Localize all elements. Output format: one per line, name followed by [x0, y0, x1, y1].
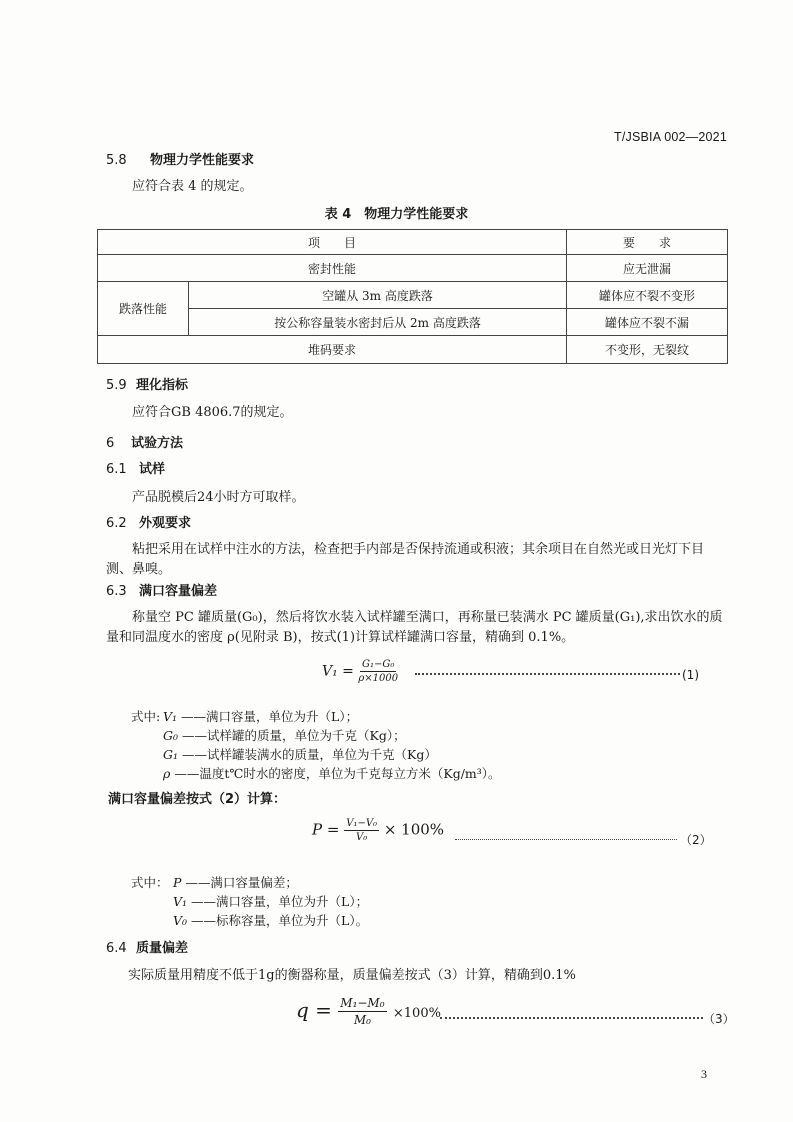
section-number: 5.9: [106, 378, 127, 393]
requirement-cell: 罐体应不裂不变形: [567, 282, 728, 309]
equation-1: [322, 659, 398, 684]
equation-leader-dots: [455, 839, 677, 840]
legend-line: [173, 911, 368, 929]
section-title: 物理力学性能要求: [150, 153, 255, 168]
section-number: 6.2: [106, 516, 127, 531]
section-6-4-heading: [106, 937, 188, 956]
legend-prefix: 式中:: [131, 709, 161, 724]
sub-item-cell: 按公称容量装水密封后从 2m 高度跌落: [189, 309, 567, 336]
legend-line: [131, 873, 298, 891]
legend-text: ——满口容量，单位为升（L）；: [191, 894, 369, 909]
requirement-cell: 罐体应不裂不漏: [567, 309, 728, 336]
legend-line: [163, 726, 406, 744]
legend-text: ——标称容量，单位为升（L）。: [191, 913, 369, 928]
equation-number: (1): [682, 668, 699, 682]
fraction-denominator: M₀: [353, 1013, 371, 1027]
legend-symbol: G₀: [163, 728, 178, 743]
legend-text: ——试样罐装满水的质量，单位为千克（Kg）: [181, 747, 437, 762]
sub-item-cell: 空罐从 3m 高度跌落: [189, 282, 567, 309]
section-number: 6: [106, 436, 115, 451]
requirement-cell: 不变形，无裂纹: [567, 336, 728, 364]
equation-leader-dots: [440, 1017, 703, 1019]
equation-rhs: ×100%: [392, 1006, 441, 1021]
header-item: 项 目: [98, 230, 567, 255]
legend-symbol: V₀: [173, 913, 188, 928]
group-cell: 跌落性能: [98, 282, 189, 336]
equation-number: （3）: [703, 1012, 735, 1026]
fraction-numerator: V₁−V₀: [346, 818, 378, 829]
section-number: 6.1: [106, 462, 127, 477]
equation-number: （2）: [680, 833, 712, 847]
section-title: 试样: [139, 462, 166, 477]
table-4: [97, 229, 728, 364]
legend-line: [131, 707, 358, 725]
legend-symbol: V₁: [173, 894, 188, 909]
table-header-row: [98, 230, 728, 255]
equation-fraction: [344, 818, 379, 843]
legend-text: ——满口容量，单位为升（L）；: [181, 709, 359, 724]
equation-rhs: × 100%: [383, 820, 445, 839]
table-row: [98, 255, 728, 282]
section-6-2-heading: [106, 512, 191, 531]
document-code: T/JSBIA 002—2021: [614, 130, 727, 144]
section-5-8-heading: [106, 149, 254, 168]
legend-line: [163, 745, 437, 763]
legend-symbol: P: [173, 875, 182, 890]
fraction-numerator: M₁−M₀: [340, 996, 385, 1010]
legend-symbol: G₁: [163, 747, 178, 762]
legend-text: ——试样罐的质量，单位为千克（Kg）；: [181, 728, 406, 743]
requirement-cell: 应无泄漏: [567, 255, 728, 282]
section-6-1-heading: [106, 458, 165, 477]
table-row: [98, 336, 728, 364]
fraction-numerator: G₁−G₀: [362, 659, 395, 670]
equation-fraction: [338, 996, 386, 1027]
section-5-9-heading: [106, 374, 188, 393]
section-title: 满口容量偏差: [139, 584, 218, 599]
section-5-8-paragraph: 应符合表 4 的规定。: [132, 179, 253, 194]
legend-symbol: V₁: [163, 709, 178, 724]
section-number: 5.8: [106, 153, 127, 168]
equation-lhs: q =: [296, 998, 332, 1022]
section-6-4-paragraph: 实际质量用精度不低于1g的衡器称量，质量偏差按式（3）计算，精确到0.1%: [128, 968, 576, 983]
header-requirement: 要 求: [567, 230, 728, 255]
fraction-denominator: V₀: [356, 832, 368, 843]
section-title: 质量偏差: [136, 941, 189, 956]
section-5-9-paragraph: 应符合GB 4806.7的规定。: [132, 405, 293, 420]
section-6-3-paragraph: 称量空 PC 罐质量(G₀)，然后将饮水装入试样罐至满口，再称量已装满水 PC 罐质量(G₁),求出饮水的质量和同温度水的密度 ρ(见附录 B)，按式(1)计算试样罐满口容量，精确到 0.1%。: [106, 610, 723, 645]
item-cell: 堆码要求: [98, 336, 567, 364]
section-title: 试验方法: [131, 436, 184, 451]
page-number: 3: [701, 1067, 707, 1081]
section-6-heading: [106, 432, 183, 451]
equation-lhs: V₁ =: [322, 663, 354, 680]
section-number: 6.4: [106, 941, 127, 956]
section-6-1-paragraph: 产品脱模后24小时方可取样。: [132, 490, 305, 505]
legend-text: ——温度t℃时水的密度，单位为千克每立方米（Kg/m³）。: [174, 766, 501, 781]
table-row: [98, 282, 728, 309]
legend-prefix: 式中：: [131, 875, 169, 890]
legend-symbol: ρ: [163, 766, 171, 781]
fraction-denominator: ρ×1000: [358, 673, 399, 684]
legend-text: ——满口容量偏差；: [185, 875, 298, 890]
equation-leader-dots: [415, 673, 680, 675]
item-cell: 密封性能: [98, 255, 567, 282]
equation-3: [296, 996, 441, 1027]
legend-line: [173, 892, 368, 910]
section-number: 6.3: [106, 584, 127, 599]
section-title: 外观要求: [139, 516, 192, 531]
legend-line: [163, 764, 501, 782]
equation-2: [312, 818, 444, 843]
section-6-3-heading: [106, 580, 217, 599]
table-row: [98, 309, 728, 336]
section-title: 理化指标: [136, 378, 189, 393]
equation-fraction: [358, 659, 398, 684]
calc-heading: 满口容量偏差按式（2）计算：: [108, 792, 287, 807]
equation-lhs: P =: [312, 820, 340, 839]
table-4-caption: 表 4 物理力学性能要求: [324, 207, 469, 222]
section-6-2-paragraph: 粘把采用在试样中注水的方法，检查把手内部是否保持流通或积液；其余项目在自然光或日光灯下目测、鼻嗅。: [106, 542, 705, 577]
